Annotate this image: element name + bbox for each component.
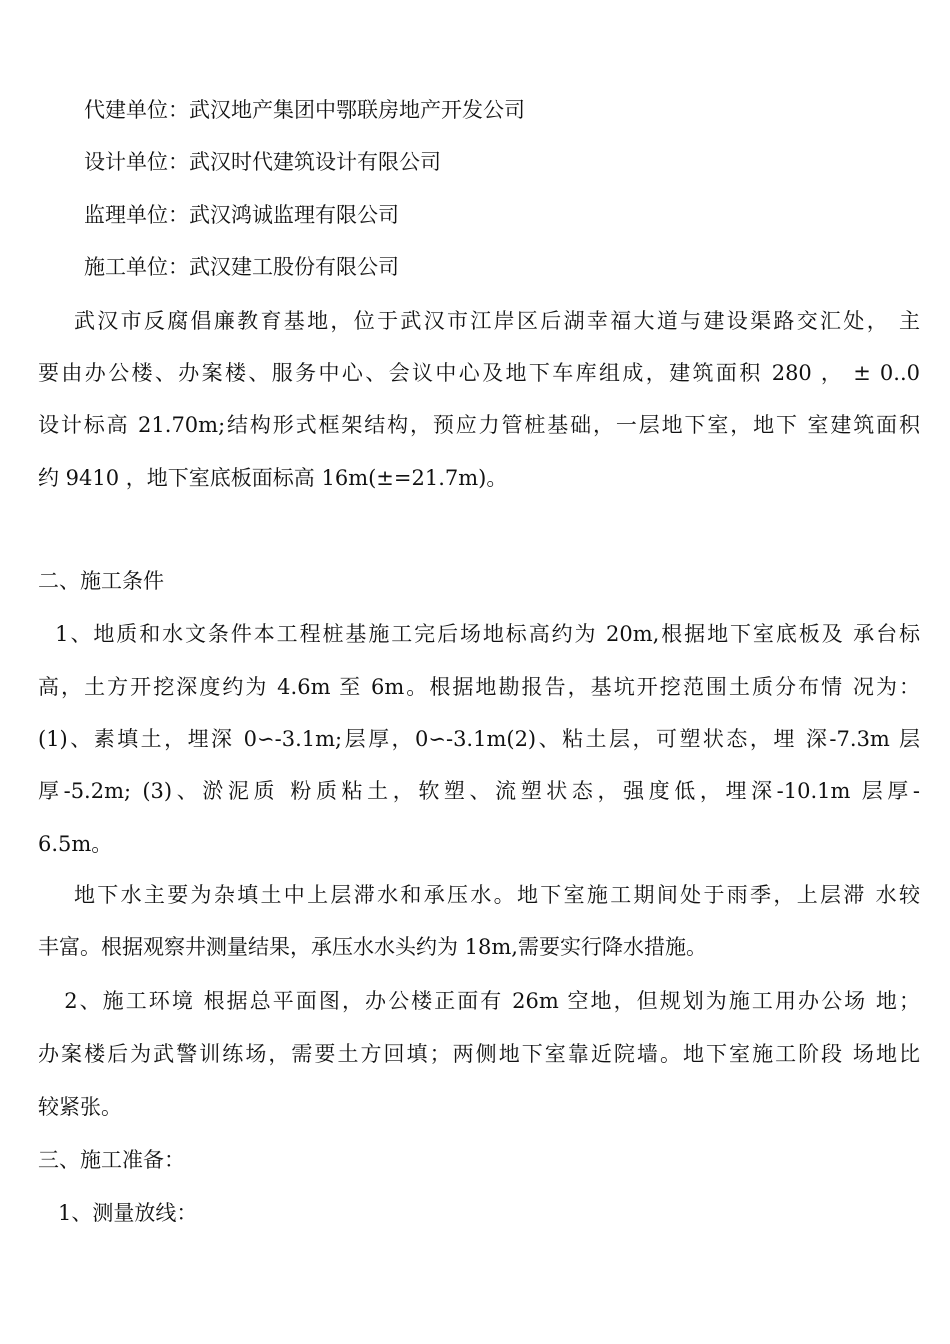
construction-unit: 施工单位：武汉建工股份有限公司 bbox=[84, 255, 399, 279]
overview-line: 武汉市反腐倡廉教育基地，位于武汉市江岸区后湖幸福大道与建设渠路交汇处， 主 bbox=[38, 309, 920, 333]
groundwater-line: 地下水主要为杂填土中上层滞水和承压水。地下室施工期间处于雨季，上层滞 水较 bbox=[38, 883, 920, 907]
geology-line: 高，土方开挖深度约为 4.6m 至 6m。根据地勘报告，基坑开挖范围土质分布情 况为： bbox=[38, 675, 920, 699]
overview-line: 要由办公楼、办案楼、服务中心、会议中心及地下车库组成，建筑面积 280 ， ± 0..0 bbox=[38, 361, 920, 385]
environment-line: 较紧张。 bbox=[38, 1095, 122, 1119]
section-heading: 三、施工准备： bbox=[38, 1148, 185, 1172]
overview-line: 约 9410 ，地下室底板面标高 16m(±=21.7m)。 bbox=[38, 466, 508, 490]
design-unit: 设计单位：武汉时代建筑设计有限公司 bbox=[84, 150, 441, 174]
groundwater-line: 丰富。根据观察井测量结果，承压水水头约为 18m,需要实行降水措施。 bbox=[38, 935, 707, 959]
geology-line: 6.5m。 bbox=[38, 832, 113, 856]
overview-line: 设计标高 21.70m;结构形式框架结构，预应力管桩基础，一层地下室，地下 室建筑面积 bbox=[38, 413, 920, 437]
supervision-unit: 监理单位：武汉鸿诚监理有限公司 bbox=[84, 203, 399, 227]
environment-line: 2、施工环境 根据总平面图，办公楼正面有 26m 空地，但规划为施工用办公场 地； bbox=[38, 989, 920, 1013]
list-item: 1、测量放线： bbox=[38, 1201, 198, 1225]
section-heading: 二、施工条件 bbox=[38, 569, 164, 593]
geology-line: (1)、素填土，埋深 0∽-3.1m;层厚，0∽-3.1m(2)、粘土层，可塑状态，埋 深-7.3m 层 bbox=[38, 727, 920, 751]
environment-line: 办案楼后为武警训练场，需要土方回填；两侧地下室靠近院墙。地下室施工阶段 场地比 bbox=[38, 1042, 920, 1066]
geology-line: 1、地质和水文条件本工程桩基施工完后场地标高约为 20m,根据地下室底板及 承台标 bbox=[38, 622, 920, 646]
geology-line: 厚-5.2m; (3)、淤泥质 粉质粘土，软塑、流塑状态，强度低，埋深-10.1m 层厚- bbox=[38, 779, 920, 803]
agent-unit: 代建单位：武汉地产集团中鄂联房地产开发公司 bbox=[84, 98, 525, 122]
